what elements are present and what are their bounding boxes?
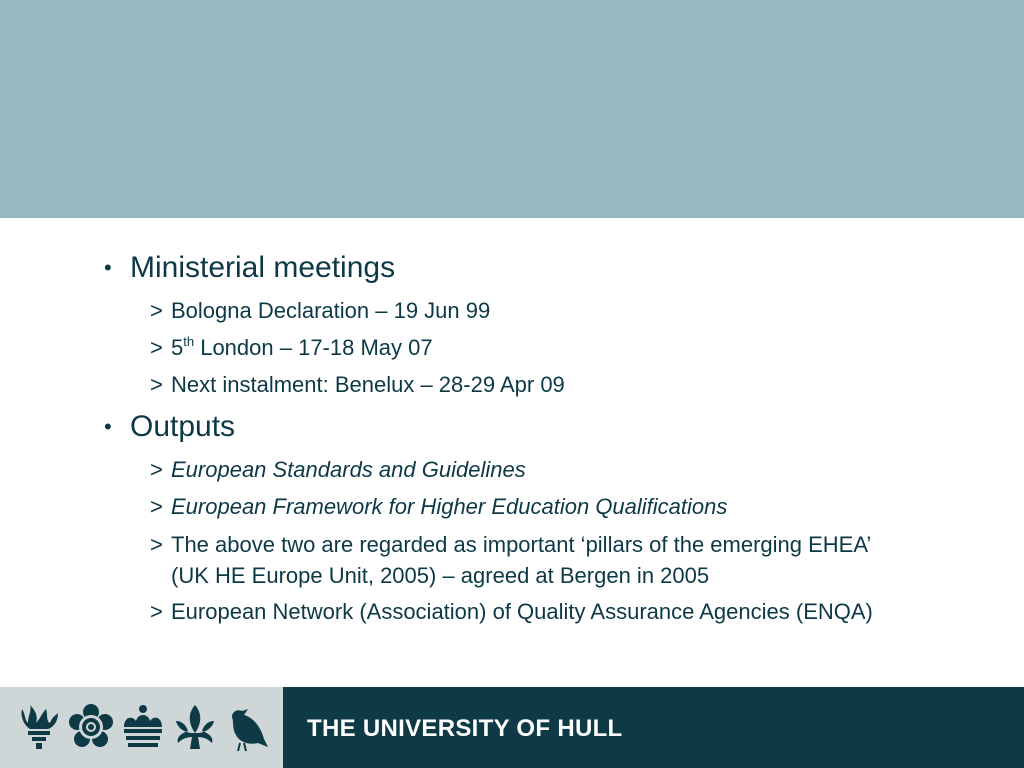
bird-icon [224, 703, 270, 753]
sub-marker: > [150, 298, 163, 323]
sub-item-text: Next instalment: Benelux – 28-29 Apr 09 [171, 372, 565, 397]
sub-marker: > [150, 494, 163, 519]
sub-marker: > [150, 532, 163, 557]
ordinal-suffix: th [183, 334, 195, 349]
sub-marker: > [150, 372, 163, 397]
meeting-detail: London – 17-18 May 07 [194, 335, 433, 360]
sub-item-text: Bologna Declaration – 19 Jun 99 [171, 298, 491, 323]
bullet-heading: Outputs [130, 410, 236, 443]
sub-marker: > [150, 599, 163, 624]
sub-item-text: European Framework for Higher Education Qualifications [171, 494, 728, 519]
university-name: THE UNIVERSITY OF HULL [307, 715, 623, 742]
footer-emblem-panel [0, 687, 283, 768]
crown-icon [120, 703, 166, 753]
rose-icon [68, 703, 114, 753]
sub-marker: > [150, 335, 163, 360]
sub-item-text: European Standards and Guidelines [171, 457, 526, 482]
sub-item-text: The above two are regarded as important ‘pillars of the emerging EHEA’ (UK HE Europe Unit, 2005) – agreed at Bergen in 2005 [171, 532, 871, 588]
sub-marker: > [150, 457, 163, 482]
bullet-glyph: • [104, 255, 112, 280]
header-band [0, 0, 1024, 218]
ordinal-number: 5 [171, 335, 184, 360]
bullet-heading: Ministerial meetings [130, 251, 396, 284]
fleur-de-lis-icon [172, 703, 218, 753]
footer-title-panel [283, 687, 1024, 768]
sub-item-text [171, 332, 911, 363]
bullet-glyph: • [104, 414, 112, 439]
flame-icon [16, 703, 62, 753]
sub-item-text: European Network (Association) of Quality Assurance Agencies (ENQA) [171, 599, 873, 624]
